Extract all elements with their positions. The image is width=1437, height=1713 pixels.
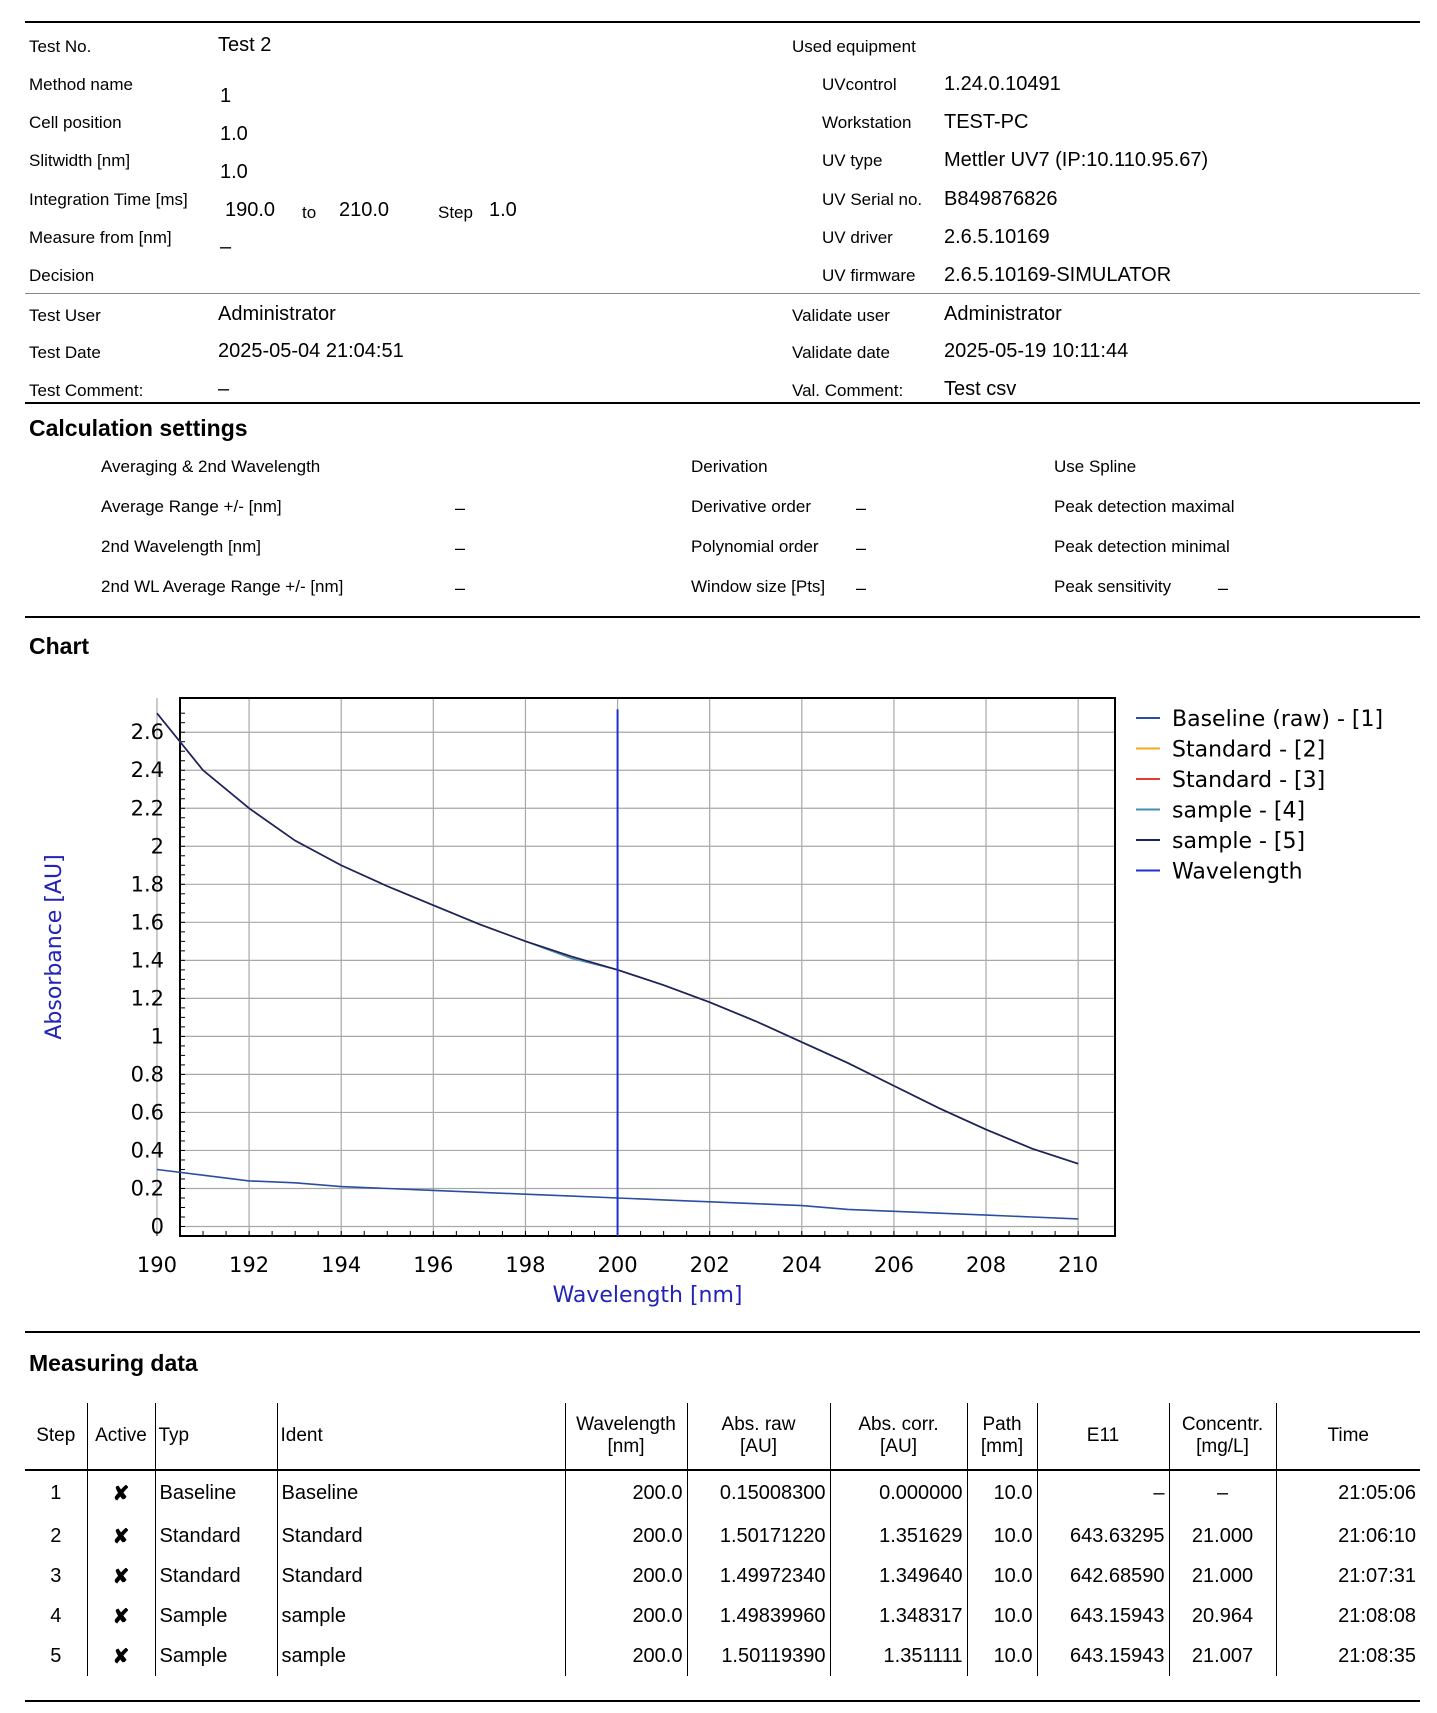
cell-step: 5 [50, 1644, 62, 1667]
x-tick-label: 196 [413, 1253, 454, 1277]
calc-col2-item3: Window size [Pts] [691, 577, 826, 596]
calc-col2-value1: – [856, 498, 867, 518]
test-comment-value: – [218, 378, 230, 400]
cell-abs-raw: 1.49839960 [687, 1596, 830, 1636]
cell-path: 10.0 [967, 1596, 1037, 1636]
val-comment-value: Test csv [944, 378, 1017, 400]
cell-e11: 642.68590 [1037, 1556, 1169, 1596]
cell-ident: Standard [277, 1516, 565, 1556]
cell-abs-raw: 1.49972340 [687, 1556, 830, 1596]
cell-wavelength: 200.0 [565, 1470, 687, 1516]
cell-wavelength: 200.0 [565, 1556, 687, 1596]
col-typ: Typ [155, 1403, 277, 1470]
step-label: Step [438, 203, 473, 222]
cell-typ: Sample [155, 1596, 277, 1636]
cell-path: 10.0 [967, 1556, 1037, 1596]
calc-col2-value3: – [856, 578, 867, 598]
col-concentr: Concentr. [mg/L] [1169, 1403, 1276, 1470]
validate-date-value: 2025-05-19 10:11:44 [944, 340, 1129, 362]
calc-col3-item2: Peak detection minimal [1054, 537, 1230, 556]
calc-col2-value2: – [856, 538, 867, 558]
cell-abs-raw: 1.50119390 [687, 1636, 830, 1676]
cell-concentr: 20.964 [1169, 1596, 1276, 1636]
validate-user-value: Administrator [944, 303, 1062, 325]
cell-active: ✘ [87, 1556, 155, 1596]
y-tick-label: 0.4 [130, 1138, 164, 1163]
rule-measure [25, 1331, 1420, 1333]
cell-step: 3 [50, 1564, 62, 1587]
table-row [25, 1470, 1420, 1516]
test-no-label: Test No. [29, 37, 92, 56]
chart-title: Chart [29, 633, 90, 659]
y-tick-label: 0.2 [130, 1176, 164, 1201]
test-user-value: Administrator [218, 303, 336, 325]
calc-col1-value1: – [455, 498, 466, 518]
cell-concentr: 21.000 [1169, 1516, 1276, 1556]
cell-abs-corr: 0.000000 [830, 1470, 967, 1516]
calc-col3-value3: – [1218, 578, 1229, 598]
x-tick-label: 192 [229, 1253, 270, 1277]
calc-col1-value2: – [455, 538, 466, 558]
range-to-value: 210.0 [339, 199, 390, 221]
x-tick-label: 204 [781, 1253, 822, 1277]
x-tick-label: 206 [873, 1253, 914, 1277]
cell-e11: – [1037, 1470, 1169, 1516]
y-tick-label: 0.8 [130, 1062, 164, 1087]
test-date-label: Test Date [29, 343, 101, 362]
col-ident: Ident [277, 1403, 565, 1470]
uv-serial-value: B849876826 [944, 188, 1058, 210]
legend-entry: Standard - [2] [1172, 737, 1326, 763]
used-equipment-label: Used equipment [792, 37, 916, 56]
measuring-table [25, 1403, 1420, 1676]
calc-col1-item1: Average Range +/- [nm] [101, 497, 282, 516]
y-axis-label: Absorbance [AU] [42, 854, 67, 1040]
cell-e11: 643.15943 [1037, 1596, 1169, 1636]
cell-typ: Sample [155, 1636, 277, 1676]
cell-abs-corr: 1.348317 [830, 1596, 967, 1636]
y-tick-label: 2.4 [130, 758, 164, 783]
workstation-value: TEST-PC [944, 111, 1029, 133]
validate-date-label: Validate date [792, 343, 890, 362]
cell-abs-raw: 0.15008300 [687, 1470, 830, 1516]
uv-type-label: UV type [822, 151, 883, 170]
calc-col3-item1: Peak detection maximal [1054, 497, 1235, 516]
val-comment-label: Val. Comment: [792, 381, 904, 400]
uv-firmware-value: 2.6.5.10169-SIMULATOR [944, 264, 1172, 286]
col-time: Time [1276, 1403, 1420, 1470]
cell-abs-corr: 1.349640 [830, 1556, 967, 1596]
uvcontrol-label: UVcontrol [822, 75, 897, 94]
y-tick-label: 1 [150, 1024, 164, 1049]
y-tick-label: 1.4 [130, 948, 164, 973]
col-step: Step [25, 1403, 87, 1470]
cell-ident: sample [277, 1596, 565, 1636]
legend-entry: Standard - [3] [1172, 768, 1326, 793]
legend-entry: Baseline (raw) - [1] [1172, 707, 1384, 732]
test-comment-label: Test Comment: [29, 381, 144, 400]
cell-path: 10.0 [967, 1516, 1037, 1556]
y-tick-label: 1.8 [130, 872, 164, 897]
calc-col1-item3: 2nd WL Average Range +/- [nm] [101, 577, 344, 596]
rule-chart [25, 616, 1420, 618]
calc-col3-heading: Use Spline [1054, 457, 1137, 476]
col-abs-corr: Abs. corr. [AU] [830, 1403, 967, 1470]
table-row [25, 1516, 1420, 1556]
calc-col2-item2: Polynomial order [691, 537, 819, 556]
calc-col1-heading: Averaging & 2nd Wavelength [101, 457, 321, 476]
cell-active: ✘ [87, 1470, 155, 1516]
slitwidth-value: 1.0 [220, 161, 248, 183]
uv-driver-label: UV driver [822, 228, 893, 247]
range-to-label: to [302, 203, 317, 222]
range-from-value: 190.0 [225, 199, 276, 221]
x-tick-label: 208 [965, 1253, 1007, 1277]
cell-step: 4 [50, 1604, 62, 1627]
calc-col3-item3: Peak sensitivity [1054, 577, 1172, 596]
uv-firmware-label: UV firmware [822, 266, 916, 285]
cell-wavelength: 200.0 [565, 1596, 687, 1636]
cell-time: 21:05:06 [1276, 1470, 1420, 1516]
slitwidth-label: Slitwidth [nm] [29, 151, 131, 170]
cell-typ: Standard [155, 1556, 277, 1596]
cell-ident: Baseline [277, 1470, 565, 1516]
x-axis-label: Wavelength [nm] [552, 1283, 743, 1308]
calc-col2-item1: Derivative order [691, 497, 811, 516]
cell-time: 21:06:10 [1276, 1516, 1420, 1556]
y-tick-label: 1.2 [130, 986, 164, 1011]
integration-time-label: Integration Time [ms] [29, 190, 188, 209]
cell-e11: 643.63295 [1037, 1516, 1169, 1556]
cell-path: 10.0 [967, 1470, 1037, 1516]
calc-title: Calculation settings [29, 415, 248, 441]
measure-from-label: Measure from [nm] [29, 228, 172, 247]
col-abs-raw: Abs. raw [AU] [687, 1403, 830, 1470]
measure-from-value: – [220, 236, 232, 258]
uv-serial-label: UV Serial no. [822, 190, 923, 209]
legend-entry: sample - [4] [1172, 798, 1306, 824]
table-row [25, 1556, 1420, 1596]
legend-entry: sample - [5] [1172, 829, 1306, 854]
workstation-label: Workstation [822, 113, 912, 132]
uv-driver-value: 2.6.5.10169 [944, 226, 1050, 248]
cell-abs-corr: 1.351111 [830, 1636, 967, 1676]
calc-col1-item2: 2nd Wavelength [nm] [101, 537, 262, 556]
cell-concentr: 21.007 [1169, 1636, 1276, 1676]
cell-active: ✘ [87, 1636, 155, 1676]
table-header-row [25, 1403, 1420, 1470]
cell-step: 2 [50, 1524, 62, 1547]
method-name-label: Method name [29, 75, 133, 94]
decision-label: Decision [29, 266, 95, 285]
col-e11: E11 [1037, 1403, 1169, 1470]
col-active: Active [87, 1403, 155, 1470]
x-tick-label: 202 [689, 1253, 730, 1277]
step-value: 1.0 [489, 199, 517, 221]
plot-frame [180, 698, 1115, 1236]
y-tick-label: 2.6 [130, 720, 164, 745]
y-tick-label: 0.6 [130, 1100, 164, 1125]
cell-active: ✘ [87, 1596, 155, 1636]
method-name-value: 1 [220, 85, 232, 107]
table-row [25, 1596, 1420, 1636]
calc-col1-value3: – [455, 578, 466, 598]
cell-typ: Standard [155, 1516, 277, 1556]
absorbance-chart [0, 660, 1437, 1320]
y-tick-label: 2 [150, 834, 164, 859]
cell-abs-corr: 1.351629 [830, 1516, 967, 1556]
cell-active: ✘ [87, 1516, 155, 1556]
test-no-value: Test 2 [218, 34, 272, 56]
table-row [25, 1636, 1420, 1676]
cell-concentr: – [1169, 1470, 1276, 1516]
y-tick-label: 0 [150, 1214, 164, 1239]
measuring-title: Measuring data [29, 1350, 198, 1376]
test-user-label: Test User [29, 306, 101, 325]
col-wavelength: Wavelength [nm] [565, 1403, 687, 1470]
uvcontrol-value: 1.24.0.10491 [944, 73, 1061, 95]
calc-col2-heading: Derivation [691, 457, 768, 476]
test-date-value: 2025-05-04 21:04:51 [218, 340, 404, 362]
x-tick-label: 200 [597, 1253, 638, 1277]
y-tick-label: 1.6 [130, 910, 164, 935]
cell-wavelength: 200.0 [565, 1516, 687, 1556]
y-tick-label: 2.2 [130, 796, 164, 821]
cell-typ: Baseline [155, 1470, 277, 1516]
cell-step: 1 [50, 1482, 62, 1504]
x-tick-label: 190 [136, 1253, 178, 1277]
cell-time: 21:08:08 [1276, 1596, 1420, 1636]
col-path: Path [mm] [967, 1403, 1037, 1470]
uv-type-value: Mettler UV7 (IP:10.110.95.67) [944, 149, 1209, 171]
cell-time: 21:07:31 [1276, 1556, 1420, 1596]
cell-ident: sample [277, 1636, 565, 1676]
cell-concentr: 21.000 [1169, 1556, 1276, 1596]
x-tick-label: 210 [1058, 1253, 1099, 1277]
rule-bottom [25, 1700, 1420, 1702]
rule-user [25, 293, 1420, 294]
rule-calc [25, 402, 1420, 404]
cell-wavelength: 200.0 [565, 1636, 687, 1676]
cell-position-value: 1.0 [220, 123, 248, 145]
x-tick-label: 198 [505, 1253, 546, 1277]
rule-top [25, 21, 1420, 23]
cell-ident: Standard [277, 1556, 565, 1596]
cell-time: 21:08:35 [1276, 1636, 1420, 1676]
cell-path: 10.0 [967, 1636, 1037, 1676]
cell-position-label: Cell position [29, 113, 122, 132]
cell-e11: 643.15943 [1037, 1636, 1169, 1676]
legend-entry: Wavelength [1172, 859, 1303, 885]
x-tick-label: 194 [321, 1253, 362, 1277]
cell-abs-raw: 1.50171220 [687, 1516, 830, 1556]
validate-user-label: Validate user [792, 306, 890, 325]
